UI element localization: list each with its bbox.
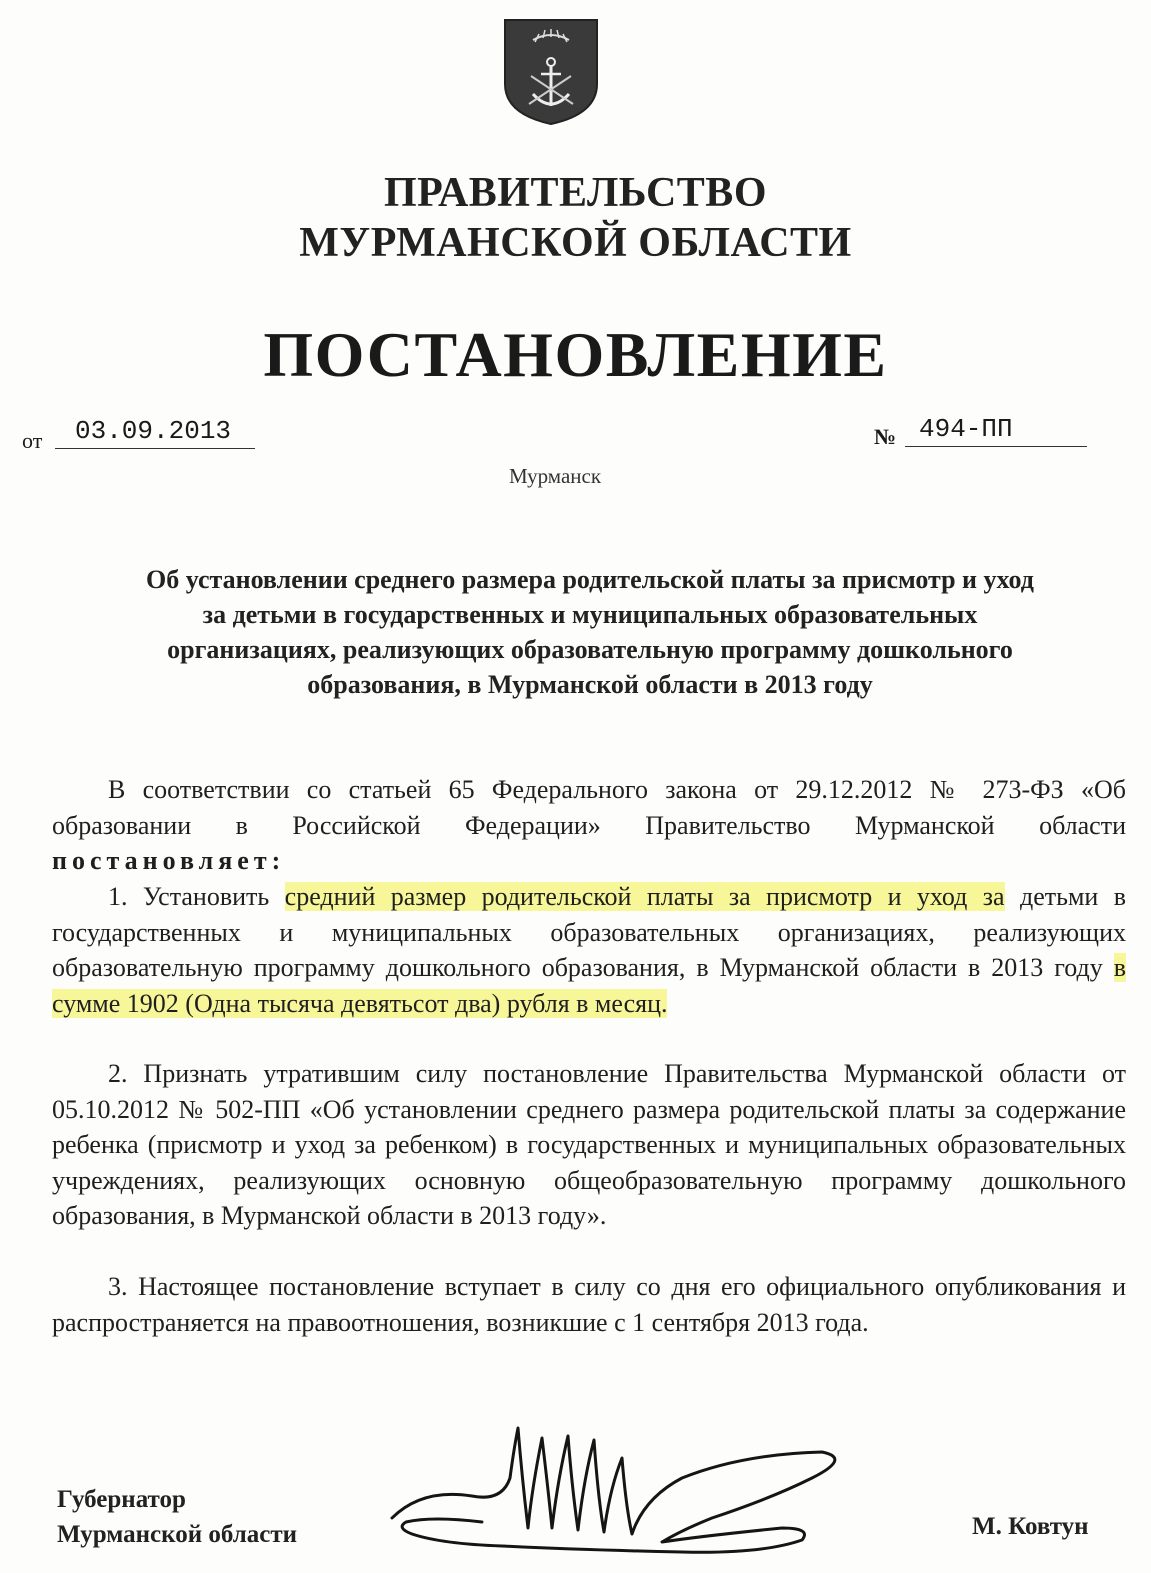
coat-of-arms-icon [503, 18, 599, 126]
org-name-line1: ПРАВИТЕЛЬСТВО [384, 170, 767, 216]
signatory-name: М. Ковтун [972, 1513, 1089, 1540]
org-name-line2: МУРМАНСКОЙ ОБЛАСТИ [299, 220, 852, 266]
subject-line: Об установлении среднего размера родительской платы за присмотр и уход [146, 565, 1034, 594]
number-value: 494-ПП [919, 414, 1013, 444]
highlighted-text: средний размер родительской платы за присмотр и уход за [284, 882, 1005, 911]
p1-start: 1. Установить [108, 882, 270, 911]
preamble-text: В соответствии со статьей 65 Федерального закона от 29.12.2012 № 273-ФЗ «Об образовании в Российской Федерации» Правительство Мурманской области [52, 775, 1126, 840]
date-field [55, 416, 255, 449]
preamble-paragraph [52, 772, 1126, 879]
paragraph-2: 2. Признать утратившим силу постановление Правительства Мурманской области от 05.10.2012 № 502-ПП «Об установлении среднего размера родительской платы за содержание ребенка (присмотр и уход за ребенком) в государственных и муниципальных образовательных учреждениях, реализующих основную общеобразовательную программу дошкольного образования, в Мурманской области в 2013 году». [52, 1059, 1126, 1230]
signatory-title [57, 1482, 297, 1552]
signatory-title-line1: Губернатор [57, 1486, 186, 1513]
subject-line: за детьми в государственных и муниципальных образовательных [202, 600, 978, 629]
document-type: ПОСТАНОВЛЕНИЕ [263, 319, 888, 390]
p1-middle: детьми в государственных и муниципальных образовательных организациях, реализующих образовательную программу дошкольного образования, в Мурманской области в 2013 году [52, 882, 1126, 982]
subject-line: организациях, реализующих образовательную программу дошкольного [167, 635, 1013, 664]
paragraph-1 [52, 879, 1126, 1021]
handwritten-signature [382, 1418, 852, 1568]
paragraph-3: 3. Настоящее постановление вступает в силу со дня его официального опубликования и распространяется на правоотношения, возникшие с 1 сентября 2013 года. [52, 1272, 1126, 1337]
number-field [905, 414, 1087, 447]
subject-line: образования, в Мурманской области в 2013 году [307, 670, 873, 699]
date-prefix: от [22, 428, 43, 453]
city: Мурманск [508, 464, 602, 488]
signatory-title-line2: Мурманской области [57, 1521, 298, 1548]
document-subject [45, 562, 1135, 702]
decree-word: постановляет: [52, 846, 286, 875]
number-prefix: № [874, 424, 897, 449]
date-value: 03.09.2013 [75, 416, 232, 446]
highlighted-amount: в сумме 1902 (Одна тысяча девятьсот два) рубля в месяц. [52, 953, 1126, 1018]
